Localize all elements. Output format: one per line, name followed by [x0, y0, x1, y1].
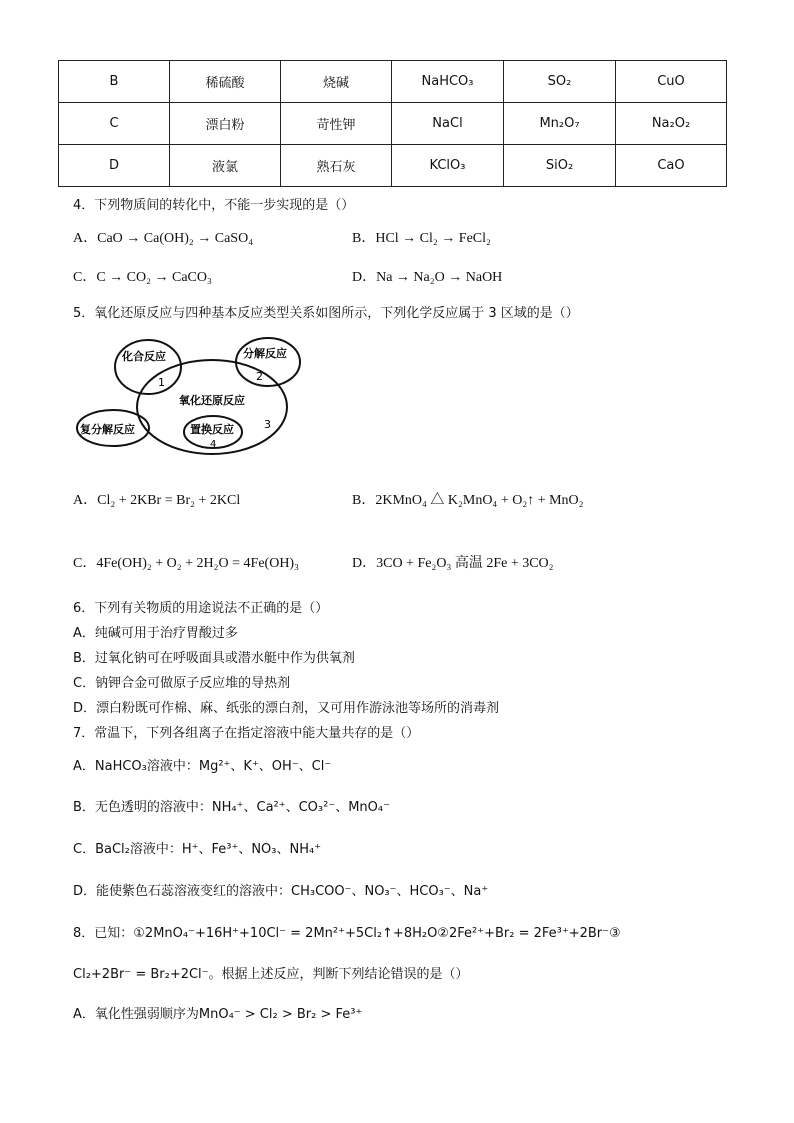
row-label: B — [59, 61, 170, 103]
label-redox: 氧化还原反应 — [179, 394, 245, 407]
label-combination: 化合反应 — [122, 350, 166, 363]
table-cell: KClO₃ — [392, 145, 504, 187]
label-region-2: 2 — [256, 370, 263, 383]
table-cell: 漂白粉 — [170, 103, 281, 145]
table-cell: Na₂O₂ — [616, 103, 727, 145]
table-cell: 熟石灰 — [281, 145, 392, 187]
reaction-type-venn-diagram — [72, 335, 312, 455]
table-cell: NaCl — [392, 103, 504, 145]
q4-option-a: A．CaO → Ca(OH)₂ → CaSO₄ — [73, 231, 254, 246]
q7-option-c: C．BaCl₂溶液中：H⁺、Fe³⁺、NO₃、NH₄⁺ — [73, 842, 322, 857]
q8-option-a: A．氧化性强弱顺序为MnO₄⁻ > Cl₂ > Br₂ > Fe³⁺ — [73, 1007, 363, 1022]
row-label: D — [59, 145, 170, 187]
label-region-1: 1 — [158, 376, 165, 389]
q4-option-b: B．HCl → Cl₂ → FeCl₂ — [352, 231, 491, 246]
q5-option-c: C．4Fe(OH)₂ + O₂ + 2H₂O = 4Fe(OH)₃ — [73, 556, 299, 571]
row-label: C — [59, 103, 170, 145]
table-cell: SiO₂ — [504, 145, 616, 187]
table-cell: 烧碱 — [281, 61, 392, 103]
label-region-4: 4 — [210, 439, 217, 450]
label-region-3: 3 — [264, 418, 271, 431]
q5-option-a: A．Cl₂ + 2KBr = Br₂ + 2KCl — [73, 493, 241, 508]
table-cell: SO₂ — [504, 61, 616, 103]
q6-option-c: C．钠钾合金可做原子反应堆的导热剂 — [73, 676, 291, 691]
table-row — [59, 103, 727, 145]
q7-option-d: D．能使紫色石蕊溶液变红的溶液中：CH₃COO⁻、NO₃⁻、HCO₃⁻、Na⁺ — [73, 884, 489, 899]
table-cell: 液氯 — [170, 145, 281, 187]
q6-option-b: B．过氧化钠可在呼吸面具或潜水艇中作为供氧剂 — [73, 651, 355, 666]
table-cell: 稀硫酸 — [170, 61, 281, 103]
q7-option-b: B．无色透明的溶液中：NH₄⁺、Ca²⁺、CO₃²⁻、MnO₄⁻ — [73, 800, 390, 815]
q4-option-d: D．Na → Na₂O → NaOH — [352, 270, 503, 285]
q5-option-b: B．2KMnO₄ △ K₂MnO₄ + O₂↑ + MnO₂ — [352, 493, 584, 508]
table-cell: NaHCO₃ — [392, 61, 504, 103]
table-cell: Mn₂O₇ — [504, 103, 616, 145]
table-cell: CaO — [616, 145, 727, 187]
table-cell: CuO — [616, 61, 727, 103]
table-row — [59, 145, 727, 187]
q7-option-a: A．NaHCO₃溶液中：Mg²⁺、K⁺、OH⁻、Cl⁻ — [73, 759, 332, 774]
question-8-line-2: Cl₂+2Br⁻ = Br₂+2Cl⁻。根据上述反应，判断下列结论错误的是（） — [73, 967, 469, 982]
table-row — [59, 61, 727, 103]
question-4-stem: 4．下列物质间的转化中，不能一步实现的是（） — [73, 198, 355, 213]
q6-option-d: D．漂白粉既可作棉、麻、纸张的漂白剂，又可用作游泳池等场所的消毒剂 — [73, 701, 500, 716]
question-6-stem: 6．下列有关物质的用途说法不正确的是（） — [73, 601, 329, 616]
label-displacement: 置换反应 — [190, 423, 234, 436]
substance-table — [58, 60, 727, 187]
label-decomposition: 分解反应 — [243, 347, 287, 360]
label-double-decomposition: 复分解反应 — [80, 423, 135, 436]
q5-option-d: D．3CO + Fe₂O₃ 高温 2Fe + 3CO₂ — [352, 556, 554, 571]
question-5-stem: 5．氧化还原反应与四种基本反应类型关系如图所示，下列化学反应属于 3 区域的是（） — [73, 306, 579, 321]
question-7-stem: 7．常温下，下列各组离子在指定溶液中能大量共存的是（） — [73, 726, 420, 741]
q4-option-c: C．C → CO₂ → CaCO₃ — [73, 270, 212, 285]
question-8-line-1: 8．已知：①2MnO₄⁻+16H⁺+10Cl⁻ = 2Mn²⁺+5Cl₂↑+8H₂O②2Fe²⁺+Br₂ = 2Fe³⁺+2Br⁻③ — [73, 926, 621, 941]
q6-option-a: A．纯碱可用于治疗胃酸过多 — [73, 626, 238, 641]
table-cell: 苛性钾 — [281, 103, 392, 145]
